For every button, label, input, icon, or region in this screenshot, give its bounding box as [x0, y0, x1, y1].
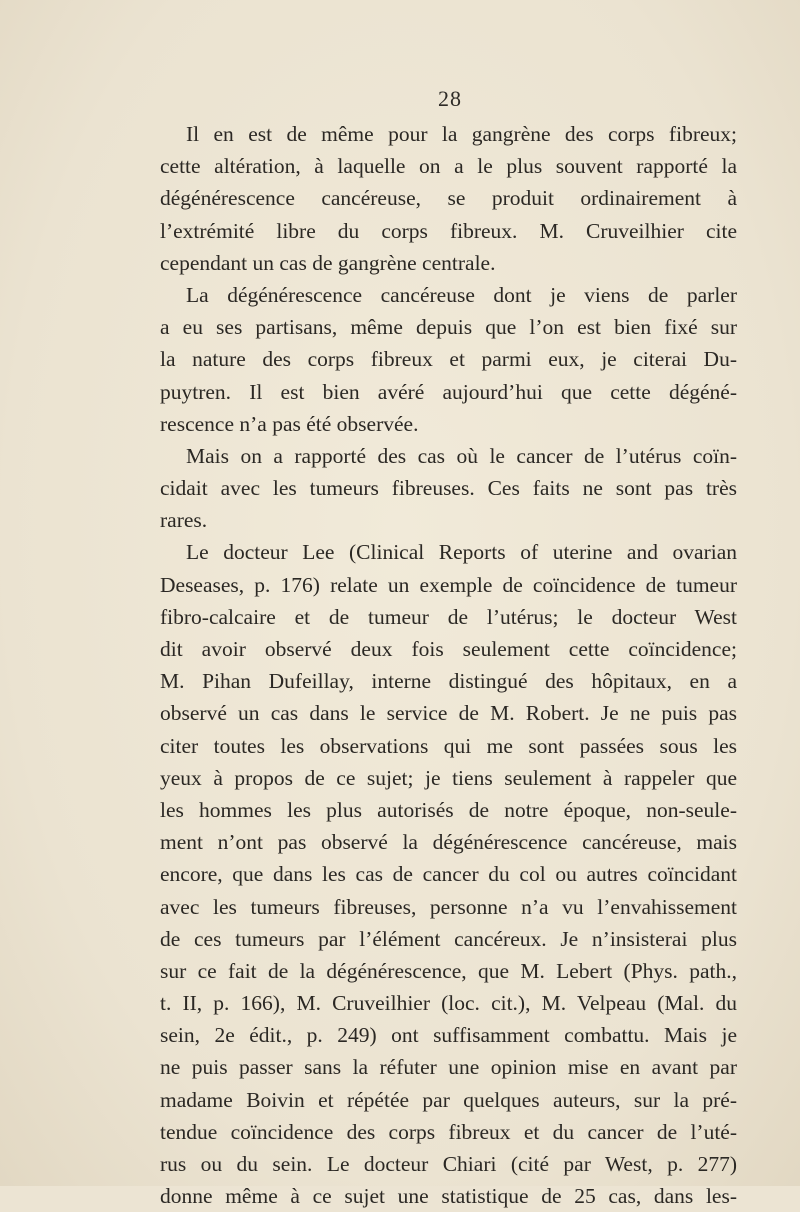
text-line: ment n’ont pas observé la dégénérescence cancéreuse, mais [160, 830, 737, 855]
text-line: observé un cas dans le service de M. Robert. Je ne puis pas [160, 701, 737, 726]
text-line: rares. [160, 508, 208, 533]
text-line: madame Boivin et répétée par quelques auteurs, sur la pré- [160, 1087, 737, 1112]
text-line: fibro-calcaire et de tumeur de l’utérus; le docteur West [160, 604, 737, 629]
text-line: cidait avec les tumeurs fibreuses. Ces faits ne sont pas très [160, 476, 737, 501]
text-line: a eu ses partisans, même depuis que l’on est bien fixé sur [160, 315, 737, 340]
text-line: dégénérescence cancéreuse, se produit ordinairement à [160, 186, 737, 211]
text-line: t. II, p. 166), M. Cruveilhier (loc. cit.), M. Velpeau (Mal. du [160, 991, 737, 1016]
text-line: citer toutes les observations qui me sont passées sous les [160, 733, 737, 758]
page-number: 28 [438, 86, 462, 111]
text-line: Deseases, p. 176) relate un exemple de coïncidence de tumeur [160, 572, 737, 597]
text-line: La dégénérescence cancéreuse dont je viens de parler [186, 282, 737, 307]
text-line: puytren. Il est bien avéré aujourd’hui que cette dégéné- [160, 379, 737, 404]
text-line: les hommes les plus autorisés de notre époque, non-seule- [160, 797, 737, 822]
text-line: avec les tumeurs fibreuses, personne n’a vu l’envahissement [160, 894, 737, 919]
text-line: Il en est de même pour la gangrène des corps fibreux; [186, 122, 737, 146]
text-line: donne même à ce sujet une statistique de 25 cas, dans les- [160, 1184, 737, 1209]
text-line: cette altération, à laquelle on a le plus souvent rapporté la [160, 154, 737, 179]
text-line: Le docteur Lee (Clinical Reports of uterine and ovarian [186, 540, 737, 565]
text-line: yeux à propos de ce sujet; je tiens seulement à rappeler que [160, 765, 737, 790]
text-line: rescence n’a pas été observée. [160, 411, 419, 436]
text-line: dit avoir observé deux fois seulement cette coïncidence; [160, 637, 737, 661]
text-line: cependant un cas de gangrène centrale. [160, 250, 496, 275]
text-line: la nature des corps fibreux et parmi eux, je citerai Du- [160, 347, 737, 372]
text-line: tendue coïncidence des corps fibreux et du cancer de l’uté- [160, 1119, 737, 1144]
text-line: Mais on a rapporté des cas où le cancer de l’utérus coïn- [186, 443, 737, 468]
text-line: sur ce fait de la dégénérescence, que M. Lebert (Phys. path., [160, 958, 737, 983]
text-line: encore, que dans les cas de cancer du col ou autres coïncidant [160, 862, 737, 887]
text-line: ne puis passer sans la réfuter une opinion mise en avant par [160, 1055, 737, 1080]
body-text [160, 118, 737, 1212]
text-line: rus ou du sein. Le docteur Chiari (cité par West, p. 277) [160, 1152, 737, 1176]
text-line: M. Pihan Dufeillay, interne distingué des hôpitaux, en a [160, 669, 737, 694]
text-line: sein, 2e édit., p. 249) ont suffisamment combattu. Mais je [160, 1023, 737, 1048]
text-line: l’extrémité libre du corps fibreux. M. Cruveilhier cite [160, 218, 737, 243]
text-line: de ces tumeurs par l’élément cancéreux. Je n’insisterai plus [160, 926, 737, 951]
